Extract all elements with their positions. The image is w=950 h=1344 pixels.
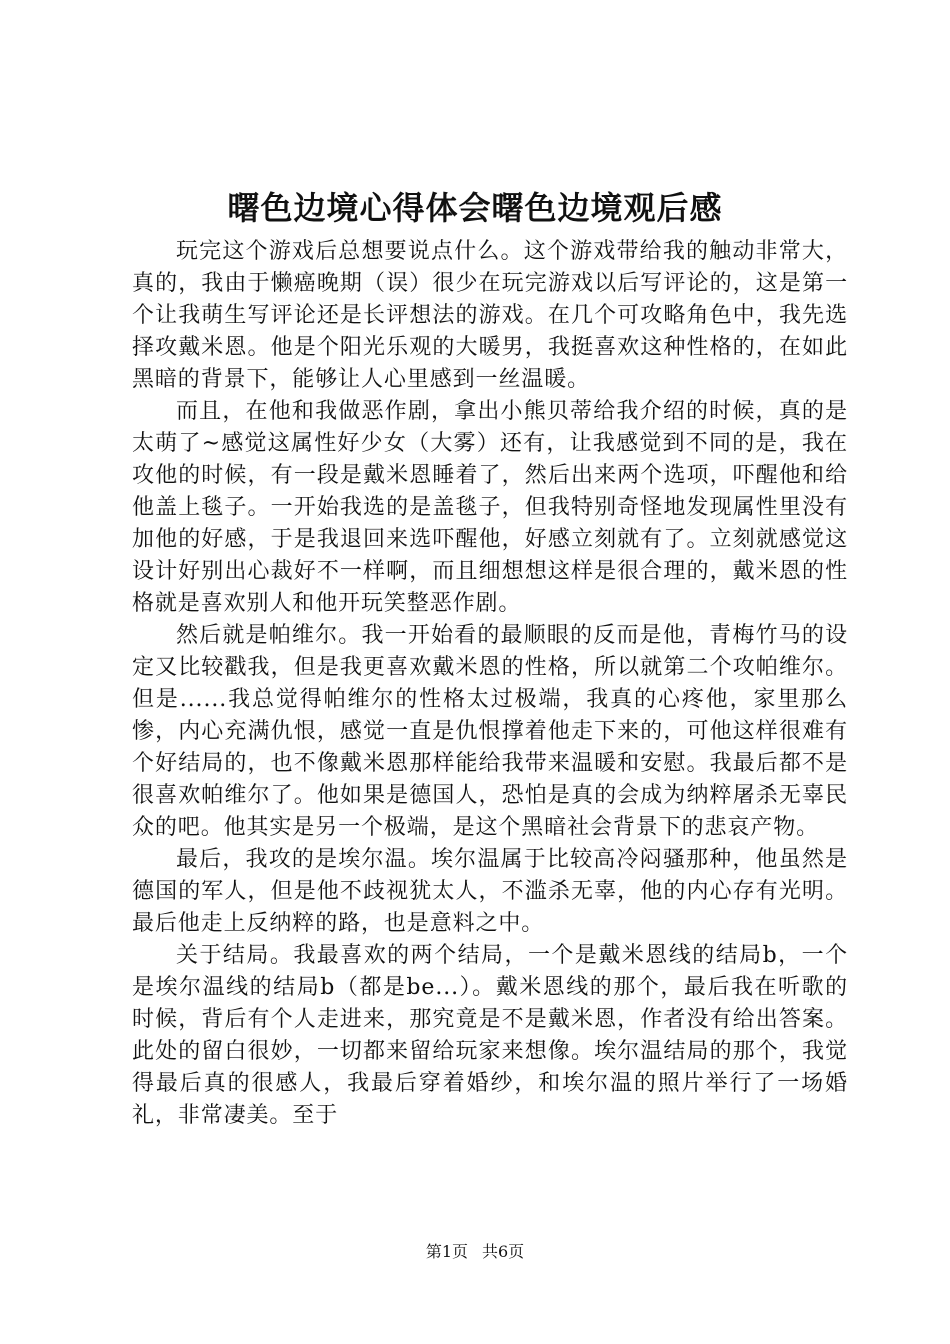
document-body: [132, 236, 848, 1132]
page-number: 第1页: [425, 1242, 468, 1261]
page-total: 共6页: [482, 1242, 525, 1261]
paragraph: 而且，在他和我做恶作剧，拿出小熊贝蒂给我介绍的时候，真的是太萌了~感觉这属性好少女（大雾）还有，让我感觉到不同的是，我在攻他的时候，有一段是戴米恩睡着了，然后出来两个选项，吓醒他和给他盖上毯子。一开始我选的是盖毯子，但我特别奇怪地发现属性里没有加他的好感，于是我退回来选吓醒他，好感立刻就有了。立刻就感觉这设计好别出心裁好不一样啊，而且细想想这样是很合理的，戴米恩的性格就是喜欢别人和他开玩笑整恶作剧。: [132, 399, 848, 616]
paragraph: 玩完这个游戏后总想要说点什么。这个游戏带给我的触动非常大，真的，我由于懒癌晚期（误）很少在玩完游戏以后写评论的，这是第一个让我萌生写评论还是长评想法的游戏。在几个可攻略角色中，我先选择攻戴米恩。他是个阳光乐观的大暖男，我挺喜欢这种性格的，在如此黑暗的背景下，能够让人心里感到一丝温暖。: [132, 239, 848, 392]
paragraph: 最后，我攻的是埃尔温。埃尔温属于比较高冷闷骚那种，他虽然是德国的军人，但是他不歧视犹太人，不滥杀无辜，他的内心存有光明。最后他走上反纳粹的路，也是意料之中。: [132, 847, 848, 936]
paragraph: 然后就是帕维尔。我一开始看的最顺眼的反而是他，青梅竹马的设定又比较戳我，但是我更喜欢戴米恩的性格，所以就第二个攻帕维尔。但是......我总觉得帕维尔的性格太过极端，我真的心疼他，家里那么惨，内心充满仇恨，感觉一直是仇恨撑着他走下来的，可他这样很难有个好结局的，也不像戴米恩那样能给我带来温暖和安慰。我最后都不是很喜欢帕维尔了。他如果是德国人，恐怕是真的会成为纳粹屠杀无辜民众的吧。他其实是另一个极端，是这个黑暗社会背景下的悲哀产物。: [132, 623, 848, 840]
document-title: 曙色边境心得体会曙色边境观后感: [227, 189, 723, 227]
paragraph: 关于结局。我最喜欢的两个结局，一个是戴米恩线的结局b，一个是埃尔温线的结局b（都是be...）。戴米恩线的那个，最后我在听歌的时候，背后有个人走进来，那究竟是不是戴米恩，作者没有给出答案。此处的留白很妙，一切都来留给玩家来想像。埃尔温结局的那个，我觉得最后真的很感人，我最后穿着婚纱，和埃尔温的照片举行了一场婚礼，非常凄美。至于: [132, 943, 848, 1128]
page-footer: [0, 1240, 950, 1264]
